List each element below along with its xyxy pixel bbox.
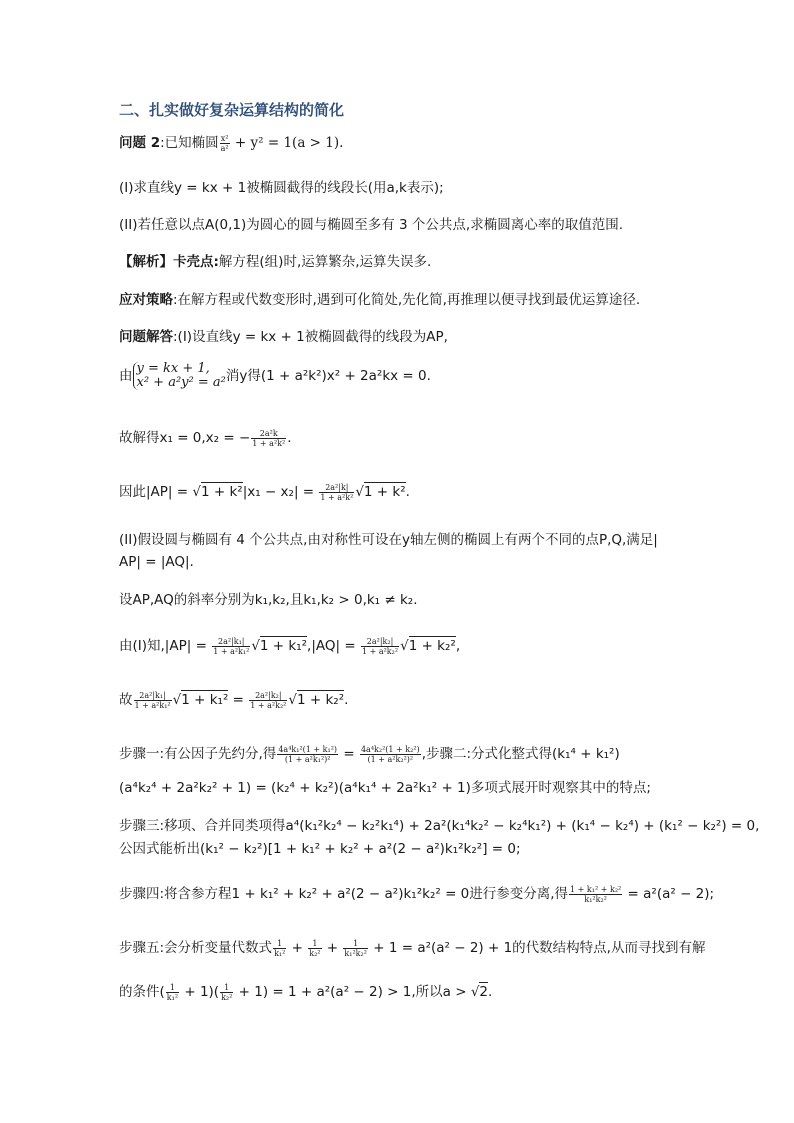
by-part1-line: 由(I)知,|AP| = $\frac{\text{2a²|k₁|}}{\text{1 + a²k₁²}}$ √1 + k₁²,|AQ| = $\frac{\text{2a²|k₂|}}{\text{1 + a²k₂²}}$ √1 + k₂², [119,636,461,656]
ap-length-line: 因此|AP| = √1 + k²|x₁ − x₂| = $\frac{\text{2a²|k|}}{\text{1 + a²k²}}$ √1 + k². [119,482,410,502]
equation-system: y = kx + 1, x² + a²y² = a² [133,362,226,390]
step-3-line-1: 步骤三:移项、合并同类项得a⁴(k₁²k₂⁴ − k₂²k₁⁴) + 2a²(k₁⁴k₂² − k₂⁴k₁²) + (k₁⁴ − k₂⁴) + (k₁² − k₂²) = 0, [119,818,760,834]
strategy-label: 应对策略 [119,292,173,308]
answer-text: :(I)设直线y = kx + 1被椭圆截得的线段为AP, [173,329,448,345]
solution-line: 故解得x₁ = 0,x₂ = − $\frac{\text{2a²k}}{\text{1 + a²k²}}$ . [119,428,292,448]
analysis-label: 【解析】卡壳点: [119,254,219,270]
problem-label: 问题 2 [119,135,161,151]
step-4-line: 步骤四:将含参方程1 + k₁² + k₂² + a²(2 − a²)k₁²k₂² = 0进行参变分离,得 $\frac{\text{1 + k₁² + k₂²}}{\text{k₁²k₂²}}$ = a²(a² − 2); [119,884,715,904]
step-5-line: 步骤五:会分析变量代数式 $\frac{1}{\text{k₁²}}$ + $\frac{1}{\text{k₂²}}$ + $\frac{1}{\text{k₁²k₂²}}$ + 1 = a²(a² − 2) + 1的代数结构特点,从而寻找到有解 [119,938,706,958]
therefore-line: 故 $\frac{\text{2a²|k₁|}}{\text{1 + a²k₁²}}$ √1 + k₁² = $\frac{\text{2a²|k₂|}}{\text{1 + a²k₂²}}$ √1 + k₂². [119,690,349,710]
part-2: (II)若任意以点A(0,1)为圆心的圆与椭圆至多有 3 个公共点,求椭圆离心率的取值范围. [119,217,623,233]
ellipse-fraction: $\frac{\text{x²}}{\text{a²}}$ [220,133,229,153]
system-equation-line: 由 y = kx + 1, x² + a²y² = a² 消y得(1 + a²k²)x² + 2a²kx = 0. [119,361,431,390]
part2-assumption-1: (II)假设圆与椭圆有 4 个公共点,由对称性可设在y轴左侧的椭圆上有两个不同的点P,Q,满足| [119,532,658,548]
ellipse-rest: + y² = 1(a > 1). [230,135,344,151]
part2-assumption-2: AP| = |AQ|. [119,554,194,570]
strategy-text: :在解方程或代数变形时,遇到可化简处,先化简,再推理以便寻找到最优运算途径. [173,292,641,308]
problem-stem [119,133,684,153]
slopes-line: 设AP,AQ的斜率分别为k₁,k₂,且k₁,k₂ > 0,k₁ ≠ k₂. [119,592,418,608]
answer-label: 问题解答 [119,329,173,345]
analysis-line [119,252,684,272]
problem-stem-text: :已知椭圆 [160,135,219,151]
part-1: (I)求直线y = kx + 1被椭圆截得的线段长(用a,k表示); [119,180,444,196]
analysis-text: 解方程(组)时,运算繁杂,运算失误多. [218,254,432,270]
strategy-line [119,290,684,310]
elimination-result: 消y得(1 + a²k²)x² + 2a²kx = 0. [225,368,431,384]
step-1-line: 步骤一:有公因子先约分,得 $\frac{\text{4a⁴k₁²(1 + k₁²)}}{\text{(1 + a²k₁²)²}}$ = $\frac{\text{4a⁴k₂²(1 + k₂²)}}{\text{(1 + a²k₂²)²}}$ ,步骤二:分式化整式得(k₁⁴ + k₁²) [119,744,620,764]
section-title: 二、扎实做好复杂运算结构的简化 [119,101,345,119]
step-6-line: 的条件( $\frac{1}{\text{k₁²}}$ + 1)( $\frac{1}{\text{k₂²}}$ + 1) = 1 + a²(a² − 2) > 1,所以a > √2. [119,982,493,1002]
answer-line [119,327,684,347]
step-2-line: (a⁴k₂⁴ + 2a²k₂² + 1) = (k₂⁴ + k₂²)(a⁴k₁⁴ + 2a²k₁² + 1)多项式展开时观察其中的特点; [119,780,651,796]
step-3-line-2: 公因式能析出(k₁² − k₂²)[1 + k₁² + k₂² + a²(2 − a²)k₁²k₂²] = 0; [119,841,521,857]
